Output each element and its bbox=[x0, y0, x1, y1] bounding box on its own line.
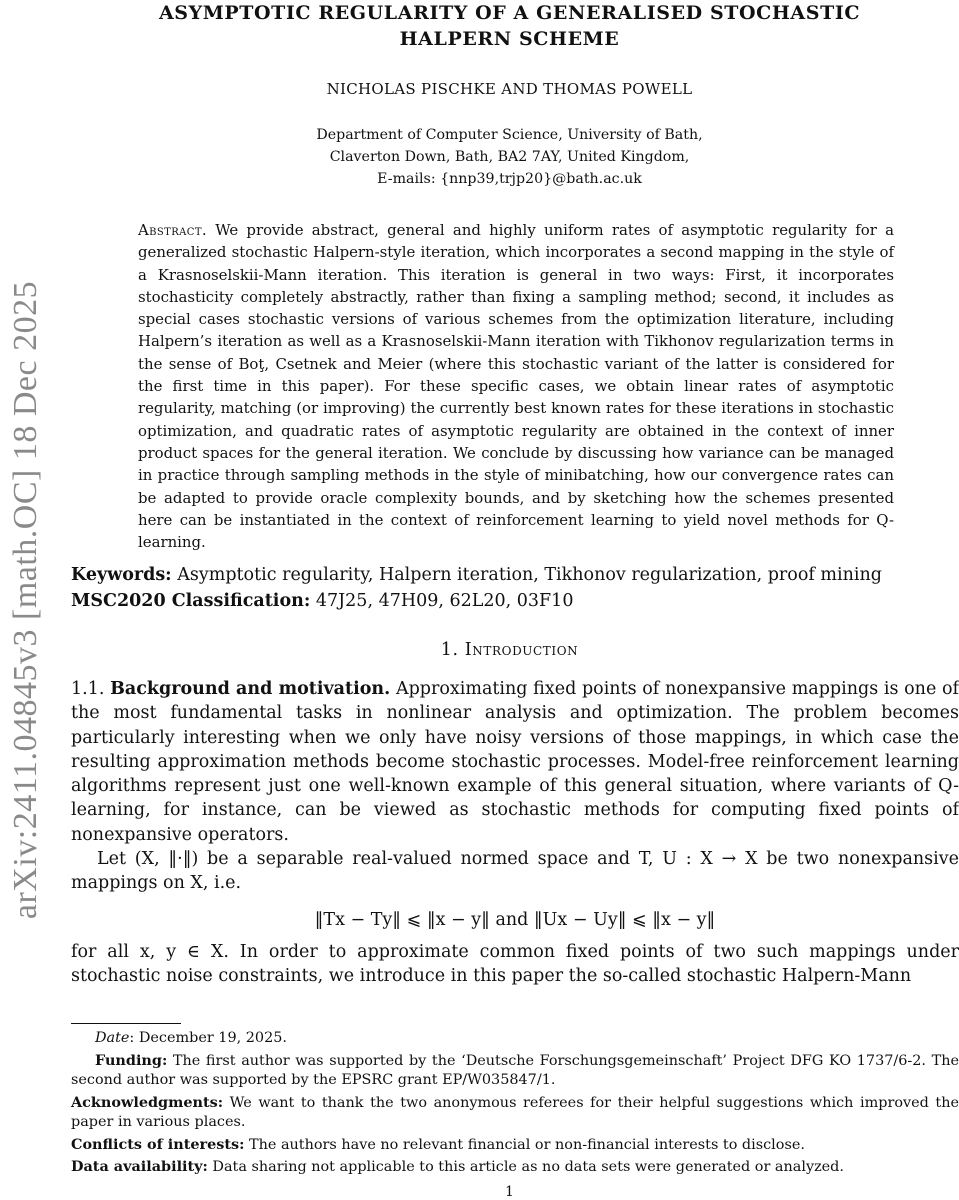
subsection-title: Background and motivation. bbox=[110, 679, 391, 699]
footnote-rule bbox=[71, 1023, 181, 1024]
keywords-line bbox=[71, 562, 956, 588]
affiliation-line-1: Department of Computer Science, University of Bath, bbox=[316, 127, 703, 143]
paragraph-1 bbox=[71, 677, 959, 847]
keywords-label: Keywords: bbox=[71, 565, 172, 585]
title-line-2: HALPERN SCHEME bbox=[399, 28, 620, 50]
abstract-label: Abstract. bbox=[138, 221, 208, 239]
keywords-block bbox=[71, 562, 956, 614]
footnote-acknowledgments bbox=[71, 1093, 959, 1133]
data-text: Data sharing not applicable to this article as no data sets were generated or analyzed. bbox=[212, 1159, 844, 1175]
title-line-1: ASYMPTOTIC REGULARITY OF A GENERALISED STOCHASTIC bbox=[158, 2, 861, 24]
body-text bbox=[71, 677, 959, 989]
affiliation bbox=[60, 124, 959, 168]
footnote-conflicts bbox=[71, 1135, 959, 1156]
subsection-number: 1.1. bbox=[71, 679, 105, 699]
affiliation-line-2: Claverton Down, Bath, BA2 7AY, United Kingdom, bbox=[329, 149, 690, 165]
coi-text: The authors have no relevant financial or non-financial interests to disclose. bbox=[248, 1136, 805, 1153]
paper-title bbox=[60, 0, 959, 52]
section-title: 1. Introduction bbox=[440, 640, 579, 660]
ack-label: Acknowledgments: bbox=[71, 1093, 224, 1111]
date-text: : December 19, 2025. bbox=[129, 1030, 287, 1046]
coi-label: Conflicts of interests: bbox=[71, 1135, 245, 1153]
funding-text: The first author was supported by the ‘Deutsche Forschungsgemeinschaft’ Project DFG KO 1737/6-2. The second author was supported by the EPSRC grant EP/W035847/1. bbox=[71, 1052, 959, 1088]
funding-label: Funding: bbox=[95, 1051, 168, 1069]
footnote-funding bbox=[71, 1051, 959, 1091]
msc-text: 47J25, 47H09, 62L20, 03F10 bbox=[315, 591, 574, 611]
footnote-date bbox=[71, 1029, 959, 1049]
abstract-text: We provide abstract, general and highly uniform rates of asymptotic regularity for a generalized stochastic Halpern-style iteration, which incorporates a second mapping in the style of a Krasnoselskii-Mann iteration. This iteration is general in two ways: First, it incorporates stochasticity completely abstractly, rather than fixing a sampling method; second, it includes as special cases stochastic versions of various schemes from the optimization literature, including Halpern’s iteration as well as a Krasnoselskii-Mann iteration with Tikhonov regularization terms in the sense of Boţ, Csetnek and Meier (where this stochastic variant of the latter is considered for the first time in this paper). For these specific cases, we obtain linear rates of asymptotic regularity, matching (or improving) the currently best known rates for these iterations in stochastic optimization, and quadratic rates of asymptotic regularity are obtained in the context of inner product spaces for the general iteration. We conclude by discussing how variance can be managed in practice through sampling methods in the style of minibatching, how our convergence rates can be adapted to provide oracle complexity bounds, and by sketching how the schemes presented here can be instantiated in the context of reinforcement learning to yield novel methods for Q-learning. bbox=[138, 221, 895, 552]
footnote-data-availability bbox=[71, 1157, 959, 1178]
page-number: 1 bbox=[505, 1184, 514, 1200]
paragraph-3: for all x, y ∈ X. In order to approximate common fixed points of two such mappings under stochastic noise constraints, we introduce in this paper the so-called stochastic Halpern-Mann bbox=[71, 941, 959, 987]
equation: ‖Tx − Ty‖ ⩽ ‖x − y‖ and ‖Ux − Uy‖ ⩽ ‖x − y‖ bbox=[314, 909, 716, 930]
msc-line bbox=[71, 588, 956, 614]
paragraph-1-text: Approximating fixed points of nonexpansive mappings is one of the most fundamental tasks in nonlinear analysis and optimization. The problem becomes particularly interesting when we only have noisy versions of those mappings, in which case the resulting approximation methods become stochastic processes. Model-free reinforcement learning algorithms represent just one well-known example of this general situation, where variants of Q-learning, for instance, can be viewed as stochastic methods for computing fixed points of nonexpansive operators. bbox=[71, 679, 959, 845]
date-label: Date bbox=[95, 1030, 130, 1046]
keywords-text: Asymptotic regularity, Halpern iteration, Tikhonov regularization, proof mining bbox=[177, 565, 882, 585]
footnotes bbox=[71, 1029, 959, 1180]
arxiv-side-stamp: arXiv:2411.04845v3 [math.OC] 18 Dec 2025 bbox=[7, 280, 44, 920]
abstract bbox=[138, 219, 894, 553]
data-label: Data availability: bbox=[71, 1158, 208, 1175]
authors: NICHOLAS PISCHKE AND THOMAS POWELL bbox=[326, 80, 693, 98]
paragraph-2: Let (X, ‖·‖) be a separable real-valued normed space and T, U : X → X be two nonexpansive mappings on X, i.e. bbox=[71, 849, 959, 894]
emails: E-mails: {nnp39,trjp20}@bath.ac.uk bbox=[377, 171, 642, 187]
msc-label: MSC2020 Classification: bbox=[71, 591, 311, 611]
ack-text: We want to thank the two anonymous referees for their helpful suggestions which improved the paper in various places. bbox=[71, 1094, 959, 1130]
